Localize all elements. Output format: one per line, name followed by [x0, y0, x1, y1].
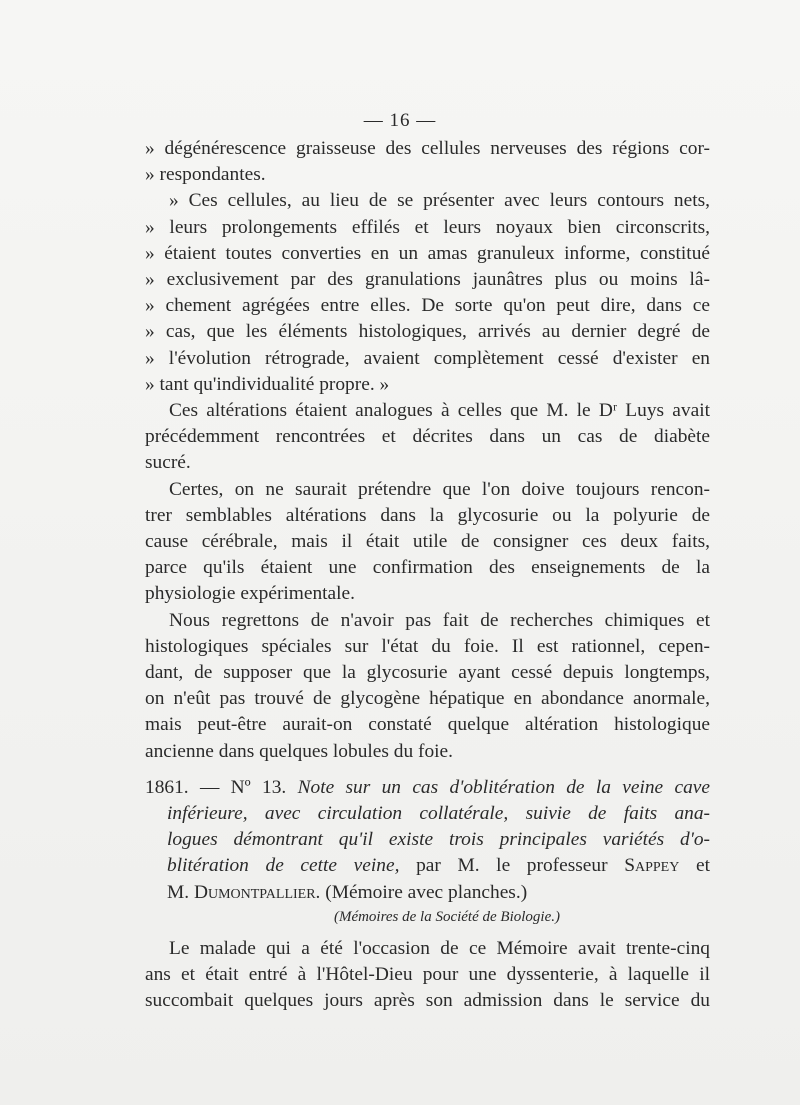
- text-line: histologiques spéciales sur l'état du foie. Il est rationnel, cepen-: [145, 635, 710, 657]
- text-line: Certes, on ne saurait prétendre que l'on doive toujours rencon-: [169, 478, 710, 500]
- text-line: » respondantes.: [145, 164, 266, 186]
- text-line: dant, de supposer que la glycosurie ayant cessé depuis longtemps,: [145, 662, 710, 684]
- entry-number: 1861. — Nº 13.: [145, 776, 287, 798]
- bibliography-entry: [145, 775, 710, 928]
- text-line: M. Dumontpallier. (Mémoire avec planches.): [167, 881, 528, 903]
- entry-title: Note sur un cas d'oblitération de la veine cave: [297, 776, 710, 798]
- page-body: [145, 136, 710, 1015]
- text-line: physiologie expérimentale.: [145, 583, 356, 605]
- text-line: mais peut-être aurait-on constaté quelque altération histologique: [145, 714, 710, 736]
- page-number: — 16 —: [363, 110, 437, 131]
- text-line: [145, 775, 710, 801]
- text-line: » l'évolution rétrograde, avaient complètement cessé d'exister en: [145, 347, 710, 369]
- text-line: » cas, que les éléments histologiques, arrivés au dernier degré de: [145, 321, 710, 343]
- text-line: parce qu'ils étaient une confirmation des enseignements de la: [145, 557, 710, 579]
- text-line: » tant qu'individualité propre. »: [145, 373, 390, 395]
- text-line: » leurs prolongements effilés et leurs noyaux bien circonscrits,: [145, 216, 710, 238]
- text-line: précédemment rencontrées et décrites dans un cas de diabète: [145, 426, 710, 448]
- text-line: sucré.: [145, 452, 191, 474]
- text-line: blitération de cette veine, par M. le professeur Sappey et: [167, 855, 710, 877]
- author-name: Sappey: [624, 855, 680, 877]
- author-name: Dumontpallier.: [193, 881, 321, 903]
- text-line: » exclusivement par des granulations jaunâtres plus ou moins lâ-: [145, 269, 710, 291]
- entry-note: (Mémoire avec planches.): [325, 881, 528, 903]
- text-line: trer semblables altérations dans la glycosurie ou la polyurie de: [145, 504, 710, 526]
- text-line: logues démontrant qu'il existe trois principales variétés d'o-: [167, 829, 710, 851]
- text-line: » Ces cellules, au lieu de se présenter avec leurs contours nets,: [169, 190, 710, 212]
- paragraph: [145, 608, 710, 765]
- paragraph: [145, 936, 710, 1015]
- text-line: inférieure, avec circulation collatérale, suivie de faits ana-: [167, 803, 710, 825]
- text-line: » chement agrégées entre elles. De sorte qu'on peut dire, dans ce: [145, 295, 710, 317]
- text-line: » dégénérescence graisseuse des cellules nerveuses des régions cor-: [145, 138, 710, 159]
- text-line: succombait quelques jours après son admission dans le service du: [145, 990, 710, 1012]
- text-line: Ces altérations étaient analogues à celles que M. le Dʳ Luys avait: [169, 400, 710, 422]
- text-line: ans et était entré à l'Hôtel-Dieu pour une dyssenterie, à laquelle il: [145, 964, 710, 986]
- entry-source: (Mémoires de la Société de Biologie.): [333, 908, 560, 925]
- text-line: Le malade qui a été l'occasion de ce Mémoire avait trente-cinq: [169, 937, 710, 959]
- text-line: » étaient toutes converties en un amas granuleux informe, constitué: [145, 242, 710, 264]
- paragraph: [145, 398, 710, 477]
- text-line: on n'eût pas trouvé de glycogène hépatique en abondance anormale,: [145, 688, 710, 710]
- paragraph: [145, 477, 710, 608]
- text-line: Nous regrettons de n'avoir pas fait de recherches chimiques et: [169, 609, 710, 631]
- quotation: [145, 136, 710, 398]
- text-line: ancienne dans quelques lobules du foie.: [145, 740, 454, 762]
- text-line: cause cérébrale, mais il était utile de consigner ces deux faits,: [145, 531, 710, 553]
